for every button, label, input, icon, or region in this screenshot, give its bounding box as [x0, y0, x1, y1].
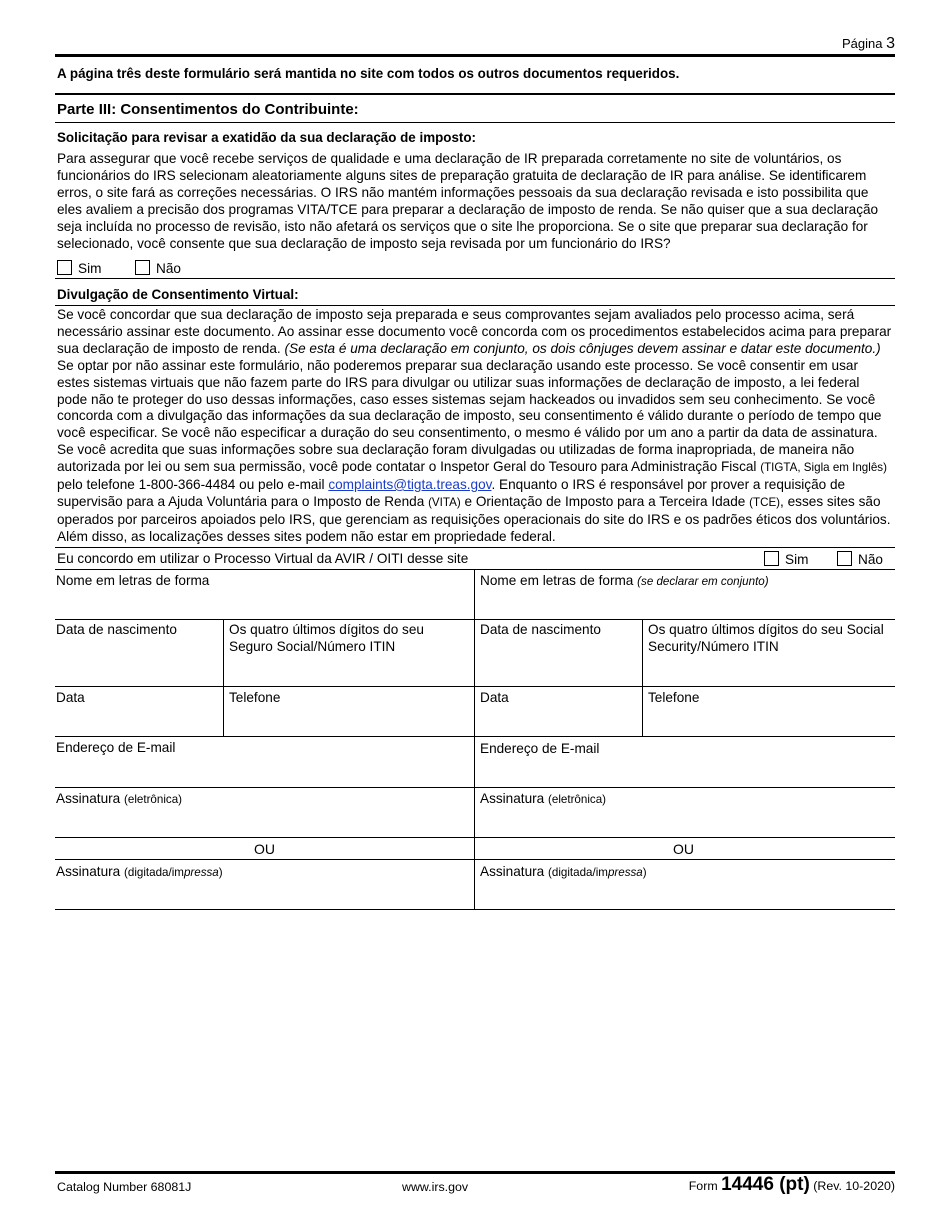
name-print-joint-field[interactable]: Nome em letras de forma (se declarar em conjunto)	[480, 573, 769, 588]
rule	[55, 93, 895, 95]
agree-yes-checkbox[interactable]	[764, 551, 779, 566]
signature-typed-field-spouse[interactable]: Assinatura (digitada/impressa)	[480, 864, 647, 879]
name-print-field[interactable]: Nome em letras de forma	[56, 573, 210, 588]
rule	[55, 305, 895, 306]
signature-typed-field[interactable]: Assinatura (digitada/impressa)	[56, 864, 223, 879]
page-number: Página 3	[841, 35, 895, 52]
rule	[55, 619, 895, 620]
or-label: OU	[254, 841, 275, 857]
rule	[55, 278, 895, 279]
dob-field-spouse[interactable]: Data de nascimento	[480, 622, 601, 637]
email-field-spouse[interactable]: Endereço de E-mail	[480, 741, 600, 756]
review-yes-option[interactable]: Sim	[57, 260, 101, 276]
tigta-email-link[interactable]: complaints@tigta.treas.gov	[328, 477, 492, 493]
rule	[55, 122, 895, 123]
ssn-field[interactable]: Os quatro últimos dígitos do seu Seguro Social/Número ITIN	[229, 622, 424, 654]
rule	[55, 736, 895, 737]
rule	[55, 569, 895, 570]
retention-notice: A página três deste formulário será mantida no site com todos os outros documentos requeridos.	[57, 66, 680, 81]
email-field[interactable]: Endereço de E-mail	[56, 740, 176, 755]
review-no-option[interactable]: Não	[135, 260, 181, 276]
agree-statement: Eu concordo em utilizar o Processo Virtual da AVIR / OITI desse site	[57, 551, 469, 566]
agree-no-option[interactable]: Não	[837, 551, 883, 567]
or-label-spouse: OU	[673, 841, 694, 857]
rule	[55, 787, 895, 788]
agree-no-checkbox[interactable]	[837, 551, 852, 566]
catalog-number: Catalog Number 68081J	[57, 1180, 192, 1194]
column-divider-right	[642, 620, 643, 737]
ssn-field-spouse[interactable]: Os quatro últimos dígitos do seu Social Security/Número ITIN	[648, 622, 884, 654]
date-field-spouse[interactable]: Data	[480, 690, 509, 705]
review-body: Para assegurar que você recebe serviços de qualidade e uma declaração de IR preparada corretamente no site de voluntários, os funcionários do IRS selecionam aleatoriamente alguns sites de preparação gratuita de declaração de IR para análise. Se identificarem erros, o site fará as correções necessárias. O IRS não mantém informações pessoais da sua declaração revisada e isto possibilita que eles avaliem a precisão dos programas VITA/TCE para preparar a declaração de imposto de renda. Se não quiser que a sua declaração seja incluída no processo de revisão, isto não afetará os serviços que o site lhe proporciona. Se o site que preparar sua declaração for selecionado, você consente que sua declaração de imposto seja revisada por um funcionário do IRS?	[57, 151, 879, 251]
signature-electronic-field[interactable]: Assinatura (eletrônica)	[56, 791, 183, 806]
virtual-body: Se você concordar que sua declaração de imposto seja preparada e seus comprovantes sejam avaliados pelo processo acima, será necessário assinar este documento. Ao assinar esse documento você concorda com os procedimentos estabelecidos acima para preparar sua declaração de imposto de renda. (Se esta é uma declaração em conjunto, os dois cônjuges devem assinar e datar este documento.) Se optar por não assinar este formulário, não poderemos preparar sua declaração usando este processo. Se você consentir em usar estes sistemas virtuais que não fazem parte do IRS para divulgar ou utilizar suas informações de declaração de imposto, a lei federal pode não te proteger do uso dessas informações, caso esses sistemas sejam hackeados ou invadidos sem seu conhecimento. Se você concorda com a divulgação das informações da sua declaração de imposto, seu consentimento é válido durante o período de tempo que você especificar. Se você não especificar a duração do seu consentimento, o mesmo é válido por um ano a partir da data de assinatura. Se você acredita que suas informações sobre sua declaração foram divulgadas ou utilizadas de forma inapropriada, de maneira não autorizada por lei ou sem sua permissão, você pode contatar o Inspetor Geral do Tesouro para Administração Fiscal (TIGTA, Sigla em Inglês) pelo telefone 1-800-366-4484 ou pelo e-mail complaints@tigta.treas.gov. Enquanto o IRS é responsável por prover a requisição de supervisão para a Ajuda Voluntária para o Imposto de Renda (VITA) e Orientação de Imposto para a Terceira Idade (TCE), esses sites são operados por parceiros apoiados pelo IRS, que gerenciam as requisições operacionais do site do IRS e os padrões éticos dos voluntários. Além disso, as localizações desses sites podem não estar em propriedade federal.	[57, 307, 892, 544]
rule	[55, 547, 895, 548]
agree-yes-option[interactable]: Sim	[764, 551, 808, 567]
website: www.irs.gov	[402, 1180, 469, 1194]
virtual-heading: Divulgação de Consentimento Virtual:	[57, 287, 299, 302]
review-no-checkbox[interactable]	[135, 260, 150, 275]
date-field[interactable]: Data	[56, 690, 85, 705]
top-rule	[55, 54, 895, 57]
form-id: Form 14446 (pt) (Rev. 10-2020)	[688, 1174, 895, 1195]
phone-field[interactable]: Telefone	[229, 690, 281, 705]
phone-field-spouse[interactable]: Telefone	[648, 690, 700, 705]
rule	[55, 909, 895, 910]
review-yes-checkbox[interactable]	[57, 260, 72, 275]
review-heading: Solicitação para revisar a exatidão da sua declaração de imposto:	[57, 130, 477, 145]
dob-field[interactable]: Data de nascimento	[56, 622, 177, 637]
rule	[55, 686, 895, 687]
rule	[55, 859, 895, 860]
signature-electronic-field-spouse[interactable]: Assinatura (eletrônica)	[480, 791, 607, 806]
column-divider-left	[223, 620, 224, 737]
rule	[55, 837, 895, 838]
part-title: Parte III: Consentimentos do Contribuinte:	[57, 101, 359, 118]
